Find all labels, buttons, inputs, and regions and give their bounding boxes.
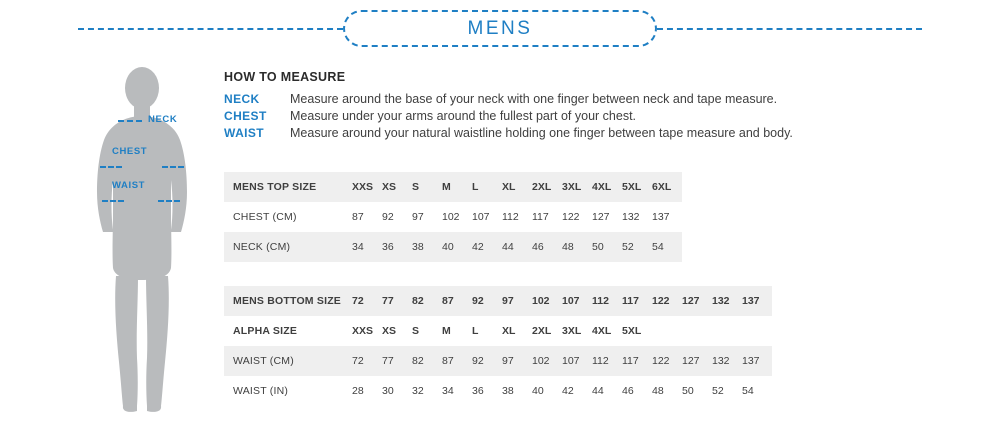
table-cell: 72	[352, 355, 364, 367]
table-cell: 42	[562, 385, 574, 397]
table-cell: 117	[622, 355, 639, 367]
size-header-cell: 92	[472, 295, 484, 307]
size-header-cell: 77	[382, 295, 394, 307]
size-header-cell: 2XL	[532, 181, 552, 193]
table-cell: 50	[592, 241, 604, 253]
table-header-row	[224, 286, 772, 316]
table-cell: 82	[412, 355, 424, 367]
table-header-label: MENS TOP SIZE	[233, 181, 317, 193]
table-cell: 102	[532, 355, 550, 367]
size-header-cell: 97	[502, 295, 514, 307]
table-cell: 48	[652, 385, 664, 397]
size-header-cell: 3XL	[562, 181, 582, 193]
body-silhouette	[86, 62, 206, 412]
table-cell: 40	[442, 241, 454, 253]
mens-bottom-size-table-wrap	[224, 286, 772, 406]
table-cell: 97	[502, 355, 514, 367]
table-cell: 32	[412, 385, 424, 397]
table-cell: 117	[532, 211, 549, 223]
table-cell: 52	[712, 385, 724, 397]
how-to-measure-text: Measure under your arms around the fullest part of your chest.	[290, 109, 637, 123]
table-cell: M	[442, 325, 451, 337]
how-to-measure-key: WAIST	[224, 126, 264, 140]
header-dashed-line-right	[657, 28, 922, 30]
table-cell: 5XL	[622, 325, 642, 337]
neck-dashed-indicator	[118, 120, 142, 122]
size-header-cell: 4XL	[592, 181, 612, 193]
table-cell: 34	[352, 241, 364, 253]
size-header-cell: 122	[652, 295, 670, 307]
table-cell: 112	[592, 355, 609, 367]
table-cell: 137	[652, 211, 670, 223]
mens-bottom-size-table	[224, 286, 772, 406]
row-label: WAIST (IN)	[233, 385, 289, 397]
table-cell: L	[472, 325, 479, 337]
size-header-cell: 137	[742, 295, 760, 307]
table-cell: 28	[352, 385, 364, 397]
table-cell: 54	[742, 385, 754, 397]
table-cell: 132	[622, 211, 640, 223]
table-row	[224, 202, 682, 232]
table-cell: 38	[502, 385, 514, 397]
table-cell: 92	[472, 355, 484, 367]
size-header-cell: 102	[532, 295, 550, 307]
table-cell: 77	[382, 355, 394, 367]
neck-label: NECK	[148, 114, 178, 125]
size-header-cell: 117	[622, 295, 639, 307]
table-cell	[742, 316, 772, 346]
size-header-cell: 127	[682, 295, 700, 307]
table-cell: 46	[532, 241, 544, 253]
how-to-measure-row	[224, 92, 924, 106]
waist-dashed-indicator-left	[102, 200, 124, 202]
page-header	[0, 0, 1000, 58]
table-cell: 87	[442, 355, 454, 367]
size-header-cell: 5XL	[622, 181, 642, 193]
how-to-measure-text: Measure around the base of your neck with one finger between neck and tape measure.	[290, 92, 778, 106]
table-cell: 4XL	[592, 325, 612, 337]
row-label: ALPHA SIZE	[233, 325, 298, 337]
row-label: NECK (CM)	[233, 241, 291, 253]
page-title-plate	[343, 10, 657, 47]
table-cell: 127	[682, 355, 700, 367]
how-to-measure-text: Measure around your natural waistline holding one finger between tape measure and body.	[290, 126, 793, 140]
how-to-measure-row	[224, 109, 924, 123]
size-header-cell: 72	[352, 295, 364, 307]
size-header-cell: 87	[442, 295, 454, 307]
silhouette-graphic	[86, 62, 206, 412]
table-cell: 46	[622, 385, 634, 397]
table-cell: 137	[742, 355, 760, 367]
table-cell: 44	[502, 241, 514, 253]
table-row	[224, 232, 682, 262]
table-cell: 3XL	[562, 325, 582, 337]
table-cell: 30	[382, 385, 394, 397]
how-to-measure-key: NECK	[224, 92, 260, 106]
how-to-measure-title: HOW TO MEASURE	[224, 70, 346, 84]
table-cell: 54	[652, 241, 664, 253]
size-header-cell: 112	[592, 295, 609, 307]
table-cell: 52	[622, 241, 634, 253]
table-row	[224, 376, 772, 406]
size-header-cell: XXS	[352, 181, 374, 193]
size-header-cell: 82	[412, 295, 424, 307]
size-header-cell: XL	[502, 181, 516, 193]
table-cell: 97	[412, 211, 424, 223]
table-cell: XL	[502, 325, 516, 337]
table-cell: S	[412, 325, 420, 337]
page-title: MENS	[467, 17, 533, 39]
size-header-cell: XS	[382, 181, 397, 193]
size-header-cell: 132	[712, 295, 730, 307]
table-header-label: MENS BOTTOM SIZE	[233, 295, 342, 307]
table-cell: 107	[562, 355, 580, 367]
table-cell	[712, 316, 742, 346]
table-cell: 87	[352, 211, 364, 223]
table-cell: 36	[382, 241, 394, 253]
how-to-measure-row	[224, 126, 924, 140]
table-cell: 44	[592, 385, 604, 397]
how-to-measure-key: CHEST	[224, 109, 267, 123]
table-cell: 107	[472, 211, 490, 223]
table-cell: 122	[562, 211, 580, 223]
table-cell: 48	[562, 241, 574, 253]
chest-dashed-indicator-right	[162, 166, 184, 168]
header-dashed-line-left	[78, 28, 343, 30]
size-header-cell: 107	[562, 295, 580, 307]
row-label: CHEST (CM)	[233, 211, 297, 223]
table-cell: 2XL	[532, 325, 552, 337]
waist-label: WAIST	[112, 180, 146, 191]
table-cell: 50	[682, 385, 694, 397]
table-cell: 42	[472, 241, 484, 253]
size-header-cell: 6XL	[652, 181, 672, 193]
table-cell: 36	[472, 385, 484, 397]
mens-top-size-table	[224, 172, 682, 262]
table-cell	[682, 316, 712, 346]
how-to-measure-section	[224, 70, 924, 143]
table-cell: XS	[382, 325, 397, 337]
waist-dashed-indicator-right	[158, 200, 180, 202]
table-cell: XXS	[352, 325, 374, 337]
chest-dashed-indicator-left	[100, 166, 122, 168]
table-cell: 127	[592, 211, 610, 223]
table-cell: 112	[502, 211, 519, 223]
table-cell: 122	[652, 355, 670, 367]
table-cell: 132	[712, 355, 730, 367]
table-row	[224, 346, 772, 376]
alpha-size-row	[224, 316, 772, 346]
table-cell: 102	[442, 211, 460, 223]
table-cell: 34	[442, 385, 454, 397]
size-header-cell: S	[412, 181, 420, 193]
size-header-cell: M	[442, 181, 451, 193]
size-header-cell: L	[472, 181, 479, 193]
table-cell: 92	[382, 211, 394, 223]
table-cell: 38	[412, 241, 424, 253]
table-header-row	[224, 172, 682, 202]
mens-top-size-table-wrap	[224, 172, 682, 262]
table-cell	[652, 316, 682, 346]
table-cell: 40	[532, 385, 544, 397]
row-label: WAIST (CM)	[233, 355, 294, 367]
chest-label: CHEST	[112, 146, 148, 157]
